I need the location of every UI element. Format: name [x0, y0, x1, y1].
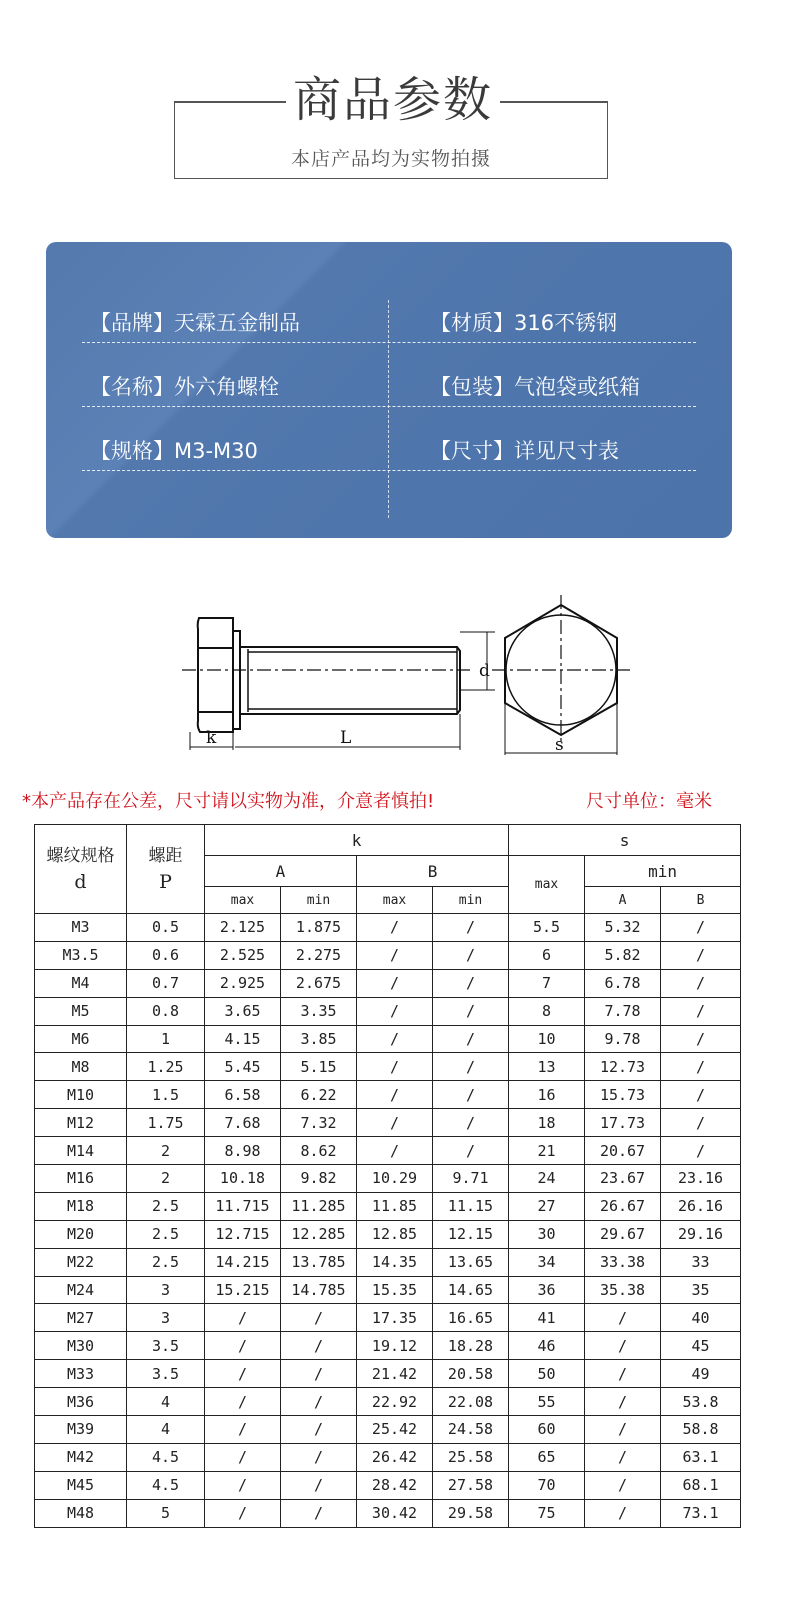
table-row [35, 1471, 741, 1499]
table-cell: M18 [35, 1192, 127, 1220]
col-thread-spec [35, 825, 127, 914]
info-label: 【包装】 [430, 375, 514, 399]
table-row [35, 1220, 741, 1248]
info-value: 气泡袋或纸箱 [514, 375, 640, 399]
table-cell: 75 [509, 1499, 585, 1527]
table-cell: 5.5 [509, 914, 585, 942]
table-cell: 26.67 [585, 1192, 661, 1220]
header-label: 螺纹规格 [46, 846, 115, 866]
table-cell: 14.65 [433, 1276, 509, 1304]
table-cell: / [433, 914, 509, 942]
table-cell: 2.5 [127, 1192, 205, 1220]
table-cell: / [357, 969, 433, 997]
table-row [35, 1137, 741, 1165]
table-cell: 2.925 [205, 969, 281, 997]
table-cell: / [281, 1443, 357, 1471]
table-cell: 7 [509, 969, 585, 997]
table-cell: / [661, 1081, 741, 1109]
table-cell: / [661, 914, 741, 942]
table-row [35, 1165, 741, 1193]
table-cell: 0.6 [127, 941, 205, 969]
table-cell: 25.58 [433, 1443, 509, 1471]
bolt-drawing-icon [170, 585, 650, 760]
info-label: 【尺寸】 [430, 439, 514, 463]
table-cell: 11.85 [357, 1192, 433, 1220]
table-cell: 26.16 [661, 1192, 741, 1220]
table-cell: 2.675 [281, 969, 357, 997]
table-cell: 12.85 [357, 1220, 433, 1248]
table-cell: M45 [35, 1471, 127, 1499]
table-cell: M24 [35, 1276, 127, 1304]
table-cell: / [281, 1499, 357, 1527]
col-k-a-max: max [205, 887, 281, 914]
table-cell: 26.42 [357, 1443, 433, 1471]
table-cell: 3.35 [281, 997, 357, 1025]
table-cell: / [357, 941, 433, 969]
table-cell: 9.78 [585, 1025, 661, 1053]
header-label: 螺距 [148, 846, 183, 866]
table-cell: 15.35 [357, 1276, 433, 1304]
table-cell: 34 [509, 1248, 585, 1276]
table-cell: / [433, 1053, 509, 1081]
table-cell: M33 [35, 1360, 127, 1388]
dim-label-L: L [340, 728, 352, 748]
table-cell: M12 [35, 1109, 127, 1137]
table-row [35, 1388, 741, 1416]
dimension-table [34, 824, 741, 1528]
table-cell: 4 [127, 1416, 205, 1444]
table-cell: M3 [35, 914, 127, 942]
table-cell: 7.32 [281, 1109, 357, 1137]
table-cell: / [433, 1137, 509, 1165]
col-group-k-b: B [357, 856, 509, 887]
table-cell: / [205, 1471, 281, 1499]
table-cell: 23.67 [585, 1165, 661, 1193]
table-cell: 30.42 [357, 1499, 433, 1527]
table-cell: 2.125 [205, 914, 281, 942]
table-cell: 0.7 [127, 969, 205, 997]
table-cell: 35 [661, 1276, 741, 1304]
col-s-min-b: B [661, 887, 741, 914]
table-row [35, 941, 741, 969]
table-cell: 2 [127, 1137, 205, 1165]
table-cell: 8.62 [281, 1137, 357, 1165]
table-cell: M10 [35, 1081, 127, 1109]
table-cell: M3.5 [35, 941, 127, 969]
table-cell: 12.285 [281, 1220, 357, 1248]
table-cell: 3.5 [127, 1332, 205, 1360]
table-cell: 30 [509, 1220, 585, 1248]
table-cell: M20 [35, 1220, 127, 1248]
table-cell: M42 [35, 1443, 127, 1471]
table-cell: / [281, 1332, 357, 1360]
table-cell: 6.78 [585, 969, 661, 997]
table-cell: / [357, 1081, 433, 1109]
table-cell: 28.42 [357, 1471, 433, 1499]
table-cell: 12.715 [205, 1220, 281, 1248]
table-cell: / [357, 914, 433, 942]
table-cell: 1.5 [127, 1081, 205, 1109]
dim-label-d: d [479, 661, 490, 681]
table-cell: / [661, 941, 741, 969]
table-cell: 10.18 [205, 1165, 281, 1193]
table-row [35, 1416, 741, 1444]
table-cell: / [433, 1081, 509, 1109]
info-material [430, 306, 617, 340]
table-cell: 3 [127, 1276, 205, 1304]
table-cell: M27 [35, 1304, 127, 1332]
table-cell: 0.8 [127, 997, 205, 1025]
table-row [35, 1053, 741, 1081]
table-cell: 3.65 [205, 997, 281, 1025]
table-cell: / [661, 997, 741, 1025]
table-cell: 17.35 [357, 1304, 433, 1332]
table-cell: 1 [127, 1025, 205, 1053]
table-cell: 27.58 [433, 1471, 509, 1499]
table-cell: 29.16 [661, 1220, 741, 1248]
table-cell: / [661, 1025, 741, 1053]
table-row [35, 1248, 741, 1276]
table-cell: 27 [509, 1192, 585, 1220]
table-cell: M39 [35, 1416, 127, 1444]
table-cell: 14.215 [205, 1248, 281, 1276]
table-cell: 29.58 [433, 1499, 509, 1527]
table-cell: 23.16 [661, 1165, 741, 1193]
table-cell: / [661, 1137, 741, 1165]
table-cell: / [357, 1137, 433, 1165]
table-cell: / [585, 1360, 661, 1388]
info-row [82, 434, 696, 471]
hex-bolt-diagram [170, 585, 650, 760]
table-row [35, 1332, 741, 1360]
table-cell: / [661, 1053, 741, 1081]
table-row [35, 1499, 741, 1527]
table-cell: 60 [509, 1416, 585, 1444]
col-s-min-a: A [585, 887, 661, 914]
table-cell: / [433, 941, 509, 969]
info-label: 【材质】 [430, 311, 514, 335]
unit-note: 尺寸单位：毫米 [586, 791, 712, 812]
info-brand [90, 306, 300, 340]
table-cell: 16 [509, 1081, 585, 1109]
table-cell: 2.525 [205, 941, 281, 969]
col-group-k-a: A [205, 856, 357, 887]
table-cell: 29.67 [585, 1220, 661, 1248]
info-spec [90, 434, 258, 468]
table-cell: M5 [35, 997, 127, 1025]
table-cell: 22.08 [433, 1388, 509, 1416]
table-cell: M36 [35, 1388, 127, 1416]
table-cell: 4.5 [127, 1443, 205, 1471]
table-row [35, 1192, 741, 1220]
info-name [90, 370, 279, 404]
table-cell: 5.82 [585, 941, 661, 969]
table-cell: 2.5 [127, 1248, 205, 1276]
table-cell: 10 [509, 1025, 585, 1053]
table-cell: M30 [35, 1332, 127, 1360]
table-cell: 6.22 [281, 1081, 357, 1109]
col-group-s-min: min [585, 856, 741, 887]
table-cell: / [205, 1499, 281, 1527]
table-cell: 41 [509, 1304, 585, 1332]
table-cell: / [585, 1304, 661, 1332]
table-cell: 1.75 [127, 1109, 205, 1137]
table-cell: 24.58 [433, 1416, 509, 1444]
table-row [35, 914, 741, 942]
table-cell: M8 [35, 1053, 127, 1081]
header-rule-left [174, 101, 286, 103]
table-cell: 2.275 [281, 941, 357, 969]
table-cell: 7.78 [585, 997, 661, 1025]
table-row [35, 997, 741, 1025]
table-cell: / [357, 1109, 433, 1137]
table-cell: 3.5 [127, 1360, 205, 1388]
table-cell: 18 [509, 1109, 585, 1137]
table-cell: 11.715 [205, 1192, 281, 1220]
table-cell: 73.1 [661, 1499, 741, 1527]
table-cell: 3 [127, 1304, 205, 1332]
info-row [82, 370, 696, 407]
table-cell: 65 [509, 1443, 585, 1471]
table-cell: 10.29 [357, 1165, 433, 1193]
table-cell: / [585, 1471, 661, 1499]
table-cell: 11.15 [433, 1192, 509, 1220]
table-cell: 4.5 [127, 1471, 205, 1499]
table-cell: M6 [35, 1025, 127, 1053]
table-cell: / [281, 1388, 357, 1416]
table-cell: 13 [509, 1053, 585, 1081]
table-cell: 13.785 [281, 1248, 357, 1276]
table-header-row [35, 825, 741, 856]
info-value: 外六角螺栓 [174, 375, 279, 399]
col-k-b-min: min [433, 887, 509, 914]
table-cell: 63.1 [661, 1443, 741, 1471]
table-cell: 33 [661, 1248, 741, 1276]
table-cell: / [205, 1332, 281, 1360]
table-cell: / [205, 1443, 281, 1471]
table-cell: M48 [35, 1499, 127, 1527]
table-cell: 8.98 [205, 1137, 281, 1165]
table-row [35, 1443, 741, 1471]
table-cell: / [433, 1025, 509, 1053]
table-cell: 12.73 [585, 1053, 661, 1081]
table-cell: 70 [509, 1471, 585, 1499]
table-cell: 19.12 [357, 1332, 433, 1360]
table-cell: 35.38 [585, 1276, 661, 1304]
table-cell: 14.785 [281, 1276, 357, 1304]
table-cell: 20.58 [433, 1360, 509, 1388]
table-cell: / [585, 1388, 661, 1416]
info-value: 详见尺寸表 [514, 439, 619, 463]
table-cell: M4 [35, 969, 127, 997]
table-body [35, 914, 741, 1528]
table-row [35, 1109, 741, 1137]
table-cell: / [433, 969, 509, 997]
page-title: 商品参数 [292, 72, 493, 128]
table-cell: / [281, 1471, 357, 1499]
table-row [35, 1081, 741, 1109]
col-k-a-min: min [281, 887, 357, 914]
table-cell: 8 [509, 997, 585, 1025]
table-cell: / [661, 969, 741, 997]
table-cell: 9.82 [281, 1165, 357, 1193]
info-label: 【名称】 [90, 375, 174, 399]
info-row [82, 306, 696, 343]
table-cell: / [205, 1360, 281, 1388]
table-cell: 25.42 [357, 1416, 433, 1444]
table-cell: / [357, 1025, 433, 1053]
table-row [35, 1276, 741, 1304]
table-cell: / [281, 1304, 357, 1332]
page-subtitle: 本店产品均为实物拍摄 [290, 148, 491, 170]
header-symbol: P [159, 871, 172, 893]
table-cell: 14.35 [357, 1248, 433, 1276]
table-cell: 5.32 [585, 914, 661, 942]
table-cell: / [205, 1388, 281, 1416]
table-cell: 5 [127, 1499, 205, 1527]
table-cell: 22.92 [357, 1388, 433, 1416]
table-cell: 11.285 [281, 1192, 357, 1220]
table-cell: 6 [509, 941, 585, 969]
col-pitch [127, 825, 205, 914]
header-symbol: d [74, 871, 87, 893]
table-cell: 7.68 [205, 1109, 281, 1137]
table-cell: 46 [509, 1332, 585, 1360]
table-row [35, 1304, 741, 1332]
table-cell: 45 [661, 1332, 741, 1360]
table-cell: 2 [127, 1165, 205, 1193]
product-info-card [46, 242, 732, 538]
table-cell: 4 [127, 1388, 205, 1416]
info-label: 【规格】 [90, 439, 174, 463]
table-cell: 15.215 [205, 1276, 281, 1304]
table-cell: 50 [509, 1360, 585, 1388]
table-cell: 5.45 [205, 1053, 281, 1081]
tolerance-warning: *本产品存在公差，尺寸请以实物为准，介意者慎拍! [22, 791, 435, 812]
table-row [35, 1360, 741, 1388]
table-cell: / [357, 1053, 433, 1081]
dim-label-s: s [555, 735, 564, 755]
table-cell: M14 [35, 1137, 127, 1165]
table-cell: / [433, 1109, 509, 1137]
table-cell: 6.58 [205, 1081, 281, 1109]
col-s-max: max [509, 856, 585, 914]
table-cell: / [661, 1109, 741, 1137]
table-cell: 1.25 [127, 1053, 205, 1081]
table-cell: 3.85 [281, 1025, 357, 1053]
dim-label-k: k [206, 728, 217, 748]
info-value: 天霖五金制品 [174, 311, 300, 335]
table-cell: / [585, 1332, 661, 1360]
table-cell: 9.71 [433, 1165, 509, 1193]
table-cell: / [585, 1416, 661, 1444]
table-cell: / [357, 997, 433, 1025]
info-label: 【品牌】 [90, 311, 174, 335]
table-cell: 55 [509, 1388, 585, 1416]
table-cell: M16 [35, 1165, 127, 1193]
table-cell: 18.28 [433, 1332, 509, 1360]
table-cell: 17.73 [585, 1109, 661, 1137]
table-cell: 49 [661, 1360, 741, 1388]
table-cell: 0.5 [127, 914, 205, 942]
col-k-b-max: max [357, 887, 433, 914]
table-cell: / [585, 1499, 661, 1527]
info-size [430, 434, 619, 468]
table-cell: / [205, 1304, 281, 1332]
table-cell: / [585, 1443, 661, 1471]
table-cell: M22 [35, 1248, 127, 1276]
table-cell: 2.5 [127, 1220, 205, 1248]
info-value: M3-M30 [174, 439, 258, 463]
table-cell: 20.67 [585, 1137, 661, 1165]
table-row [35, 969, 741, 997]
table-cell: 16.65 [433, 1304, 509, 1332]
table-cell: / [281, 1360, 357, 1388]
table-cell: 53.8 [661, 1388, 741, 1416]
table-cell: 24 [509, 1165, 585, 1193]
col-group-k: k [205, 825, 509, 856]
table-cell: 1.875 [281, 914, 357, 942]
table-cell: / [433, 997, 509, 1025]
col-group-s: s [509, 825, 741, 856]
table-cell: 21 [509, 1137, 585, 1165]
table-cell: 21.42 [357, 1360, 433, 1388]
table-cell: 58.8 [661, 1416, 741, 1444]
info-packaging [430, 370, 640, 404]
table-cell: 13.65 [433, 1248, 509, 1276]
table-row [35, 1025, 741, 1053]
table-cell: / [205, 1416, 281, 1444]
table-cell: 33.38 [585, 1248, 661, 1276]
table-cell: 5.15 [281, 1053, 357, 1081]
table-cell: 68.1 [661, 1471, 741, 1499]
table-cell: 36 [509, 1276, 585, 1304]
table-cell: 40 [661, 1304, 741, 1332]
info-value: 316不锈钢 [514, 311, 618, 335]
table-cell: 12.15 [433, 1220, 509, 1248]
header-rule-right [500, 101, 608, 103]
table-cell: / [281, 1416, 357, 1444]
table-cell: 15.73 [585, 1081, 661, 1109]
table-cell: 4.15 [205, 1025, 281, 1053]
